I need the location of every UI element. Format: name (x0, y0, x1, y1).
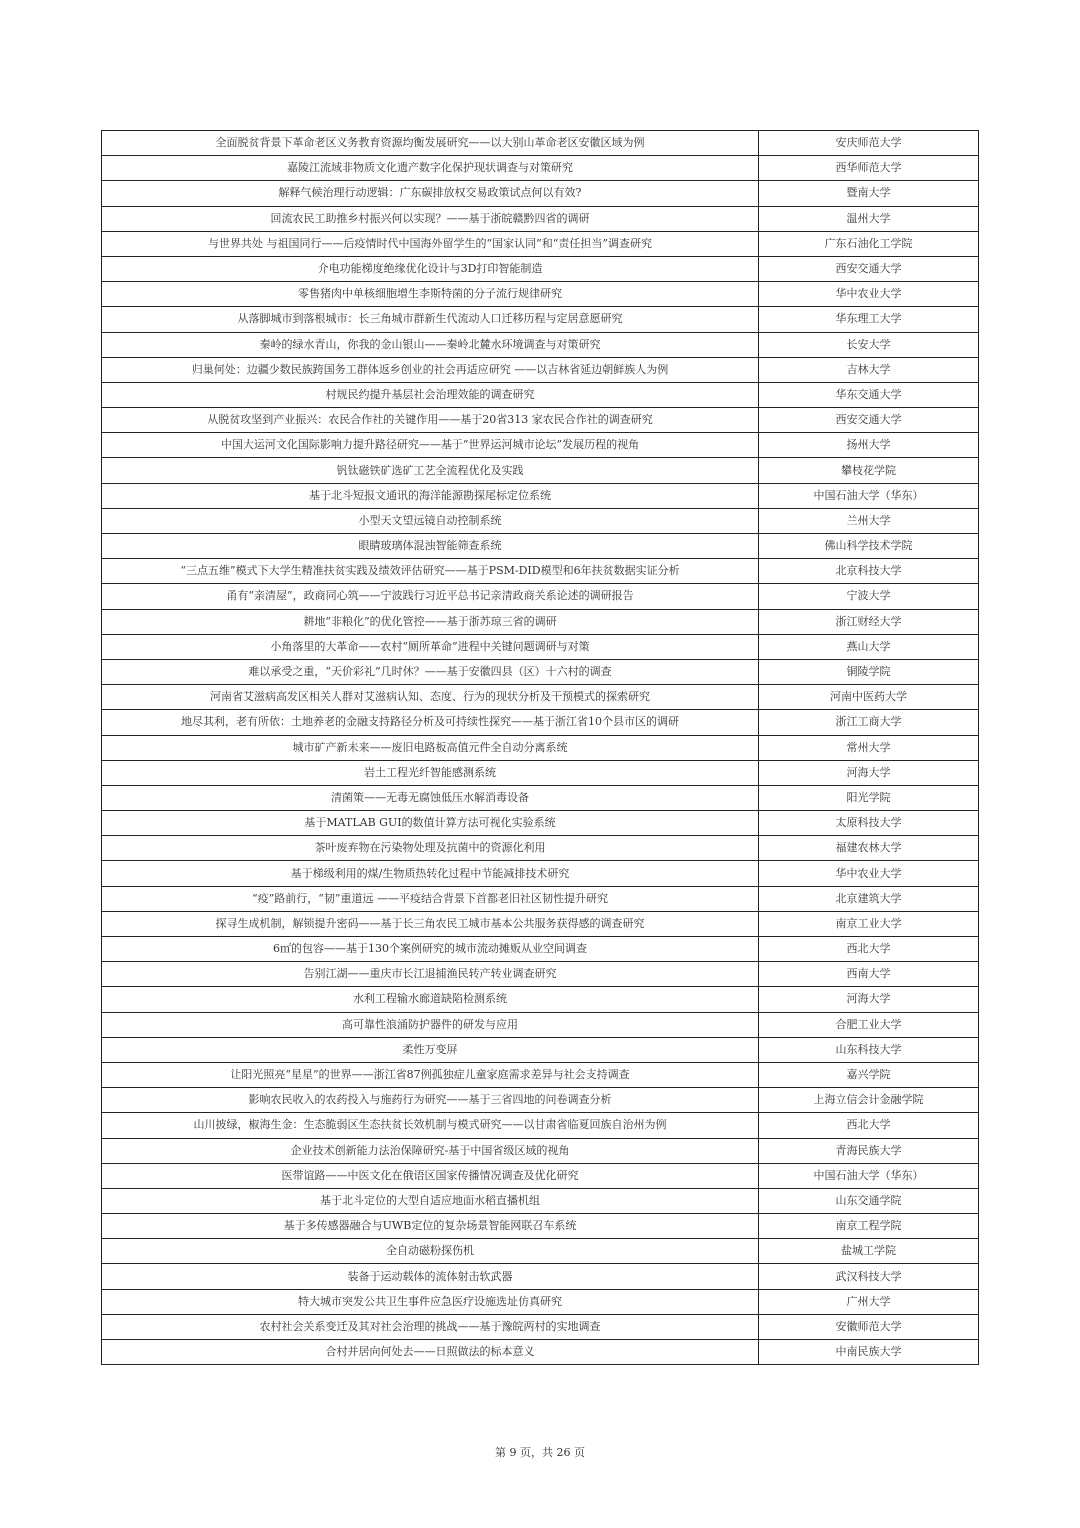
table-row (102, 1088, 979, 1113)
table-row (102, 282, 979, 307)
project-title-cell: 小型天文望远镜自动控制系统 (102, 508, 759, 533)
project-title-cell: 嘉陵江流域非物质文化遗产数字化保护现状调查与对策研究 (102, 156, 759, 181)
table-row (102, 483, 979, 508)
project-title-cell: 与世界共处 与祖国同行——后疫情时代中国海外留学生的“国家认同”和“责任担当”调查研究 (102, 231, 759, 256)
project-title-cell: 山川披绿，椒海生金：生态脆弱区生态扶贫长效机制与模式研究——以甘肃省临夏回族自治州为例 (102, 1113, 759, 1138)
university-cell: 燕山大学 (759, 634, 979, 659)
project-title-cell: 城市矿产新未来——废旧电路板高值元件全自动分离系统 (102, 735, 759, 760)
university-cell: 华中农业大学 (759, 861, 979, 886)
project-title-cell: 难以承受之重，“天价彩礼”几时休？——基于安徽四县（区）十六村的调查 (102, 659, 759, 684)
university-cell: 西北大学 (759, 1113, 979, 1138)
table-row (102, 458, 979, 483)
table-row (102, 131, 979, 156)
university-cell: 北京建筑大学 (759, 886, 979, 911)
university-cell: 中南民族大学 (759, 1340, 979, 1365)
table-row (102, 609, 979, 634)
table-row (102, 1264, 979, 1289)
project-title-cell: 特大城市突发公共卫生事件应急医疗设施选址仿真研究 (102, 1289, 759, 1314)
table-row (102, 1289, 979, 1314)
project-title-cell: 影响农民收入的农药投入与施药行为研究——基于三省四地的问卷调查分析 (102, 1088, 759, 1113)
university-cell: 西华师范大学 (759, 156, 979, 181)
project-title-cell: 零售猪肉中单核细胞增生李斯特菌的分子流行规律研究 (102, 282, 759, 307)
table-row (102, 382, 979, 407)
project-title-cell: 岩土工程光纤智能感测系统 (102, 760, 759, 785)
project-title-cell: 装备于运动载体的流体射击软武器 (102, 1264, 759, 1289)
project-title-cell: 回流农民工助推乡村振兴何以实现？——基于浙皖赣黔四省的调研 (102, 206, 759, 231)
table-row (102, 1188, 979, 1213)
project-title-cell: 归巢何处：边疆少数民族跨国务工群体返乡创业的社会再适应研究 ——以吉林省延边朝鲜族人为例 (102, 357, 759, 382)
table-row (102, 1062, 979, 1087)
university-cell: 长安大学 (759, 332, 979, 357)
project-title-cell: 柔性万变屏 (102, 1037, 759, 1062)
university-cell: 吉林大学 (759, 357, 979, 382)
table-row (102, 937, 979, 962)
university-cell: 河海大学 (759, 760, 979, 785)
university-cell: 铜陵学院 (759, 659, 979, 684)
table-row (102, 659, 979, 684)
project-title-cell: 村规民约提升基层社会治理效能的调查研究 (102, 382, 759, 407)
project-title-cell: 全面脱贫背景下革命老区义务教育资源均衡发展研究——以大别山革命老区安徽区域为例 (102, 131, 759, 156)
project-title-cell: “三点五维”模式下大学生精准扶贫实践及绩效评估研究——基于PSM-DID模型和6年扶贫数据实证分析 (102, 559, 759, 584)
university-cell: 青海民族大学 (759, 1138, 979, 1163)
table-row (102, 1163, 979, 1188)
university-cell: 浙江工商大学 (759, 710, 979, 735)
project-title-cell: 基于梯级利用的煤/生物质热转化过程中节能减排技术研究 (102, 861, 759, 886)
university-cell: 福建农林大学 (759, 836, 979, 861)
university-cell: 太原科技大学 (759, 811, 979, 836)
project-title-cell: 基于北斗定位的大型自适应地面水稻直播机组 (102, 1188, 759, 1213)
university-cell: 山东科技大学 (759, 1037, 979, 1062)
university-cell: 广州大学 (759, 1289, 979, 1314)
table-row (102, 231, 979, 256)
project-title-cell: 清菌策——无毒无腐蚀低压水解消毒设备 (102, 785, 759, 810)
table-row (102, 735, 979, 760)
table-row (102, 508, 979, 533)
project-title-cell: 解释气候治理行动逻辑：广东碳排放权交易政策试点何以有效? (102, 181, 759, 206)
university-cell: 西北大学 (759, 937, 979, 962)
project-title-cell: 企业技术创新能力法治保障研究-基于中国省级区域的视角 (102, 1138, 759, 1163)
university-cell: 暨南大学 (759, 181, 979, 206)
university-cell: 合肥工业大学 (759, 1012, 979, 1037)
table-row (102, 1113, 979, 1138)
table-row (102, 760, 979, 785)
table-row (102, 685, 979, 710)
university-cell: 河海大学 (759, 987, 979, 1012)
table-row (102, 1012, 979, 1037)
table-row (102, 181, 979, 206)
table-row (102, 911, 979, 936)
project-title-cell: 河南省艾滋病高发区相关人群对艾滋病认知、态度、行为的现状分析及干预模式的探索研究 (102, 685, 759, 710)
table-row (102, 1037, 979, 1062)
table-row (102, 534, 979, 559)
table-row (102, 559, 979, 584)
project-title-cell: 甬有“亲清屋”，政商同心筑——宁波践行习近平总书记亲清政商关系论述的调研报告 (102, 584, 759, 609)
table-row (102, 710, 979, 735)
university-cell: 南京工业大学 (759, 911, 979, 936)
university-cell: 扬州大学 (759, 433, 979, 458)
project-table (101, 130, 979, 1365)
university-cell: 盐城工学院 (759, 1239, 979, 1264)
table-row (102, 206, 979, 231)
table-row (102, 433, 979, 458)
table-row (102, 811, 979, 836)
table-row (102, 785, 979, 810)
project-title-cell: 中国大运河文化国际影响力提升路径研究——基于“世界运河城市论坛”发展历程的视角 (102, 433, 759, 458)
university-cell: 北京科技大学 (759, 559, 979, 584)
table-row (102, 836, 979, 861)
university-cell: 常州大学 (759, 735, 979, 760)
university-cell: 上海立信会计金融学院 (759, 1088, 979, 1113)
university-cell: 佛山科学技术学院 (759, 534, 979, 559)
university-cell: 华中农业大学 (759, 282, 979, 307)
project-title-cell: 钒钛磁铁矿选矿工艺全流程优化及实践 (102, 458, 759, 483)
university-cell: 西南大学 (759, 962, 979, 987)
university-cell: 浙江财经大学 (759, 609, 979, 634)
project-title-cell: 介电功能梯度绝缘优化设计与3D打印智能制造 (102, 256, 759, 281)
project-title-cell: 让阳光照亮“星星”的世界——浙江省87例孤独症儿童家庭需求差异与社会支持调查 (102, 1062, 759, 1087)
project-title-cell: 告别江湖——重庆市长江退捕渔民转产转业调查研究 (102, 962, 759, 987)
table-row (102, 962, 979, 987)
table-row (102, 886, 979, 911)
university-cell: 安庆师范大学 (759, 131, 979, 156)
table-row (102, 307, 979, 332)
table-row (102, 987, 979, 1012)
table-row (102, 332, 979, 357)
project-title-cell: 茶叶废弃物在污染物处理及抗菌中的资源化利用 (102, 836, 759, 861)
university-cell: 西安交通大学 (759, 408, 979, 433)
project-title-cell: “疫”路前行，“韧”重道远 ——平疫结合背景下首都老旧社区韧性提升研究 (102, 886, 759, 911)
university-cell: 华东交通大学 (759, 382, 979, 407)
university-cell: 中国石油大学（华东） (759, 483, 979, 508)
table-row (102, 1239, 979, 1264)
university-cell: 中国石油大学（华东） (759, 1163, 979, 1188)
table-row (102, 357, 979, 382)
university-cell: 山东交通学院 (759, 1188, 979, 1213)
university-cell: 宁波大学 (759, 584, 979, 609)
project-title-cell: 基于多传感器融合与UWB定位的复杂场景智能网联召车系统 (102, 1214, 759, 1239)
table-row (102, 256, 979, 281)
project-title-cell: 基于北斗短报文通讯的海洋能源勘探尾标定位系统 (102, 483, 759, 508)
table-row (102, 861, 979, 886)
project-title-cell: 耕地“非粮化”的优化管控——基于浙苏琼三省的调研 (102, 609, 759, 634)
project-title-cell: 基于MATLAB GUI的数值计算方法可视化实验系统 (102, 811, 759, 836)
university-cell: 南京工程学院 (759, 1214, 979, 1239)
project-title-cell: 高可靠性浪涌防护器件的研发与应用 (102, 1012, 759, 1037)
university-cell: 河南中医药大学 (759, 685, 979, 710)
university-cell: 温州大学 (759, 206, 979, 231)
table-row (102, 1314, 979, 1339)
university-cell: 攀枝花学院 (759, 458, 979, 483)
university-cell: 嘉兴学院 (759, 1062, 979, 1087)
project-title-cell: 合村并居向何处去——日照做法的标本意义 (102, 1340, 759, 1365)
table-row (102, 1138, 979, 1163)
table-row (102, 408, 979, 433)
table-row (102, 1340, 979, 1365)
university-cell: 华东理工大学 (759, 307, 979, 332)
university-cell: 安徽师范大学 (759, 1314, 979, 1339)
project-title-cell: 小角落里的大革命——农村“厕所革命”进程中关键问题调研与对策 (102, 634, 759, 659)
project-title-cell: 探寻生成机制，解锁提升密码——基于长三角农民工城市基本公共服务获得感的调查研究 (102, 911, 759, 936)
table-row (102, 634, 979, 659)
project-title-cell: 从脱贫攻坚到产业振兴：农民合作社的关键作用——基于20省313 家农民合作社的调查研究 (102, 408, 759, 433)
university-cell: 广东石油化工学院 (759, 231, 979, 256)
project-title-cell: 从落脚城市到落根城市：长三角城市群新生代流动人口迁移历程与定居意愿研究 (102, 307, 759, 332)
project-title-cell: 农村社会关系变迁及其对社会治理的挑战——基于豫皖两村的实地调查 (102, 1314, 759, 1339)
university-cell: 阳光学院 (759, 785, 979, 810)
university-cell: 兰州大学 (759, 508, 979, 533)
table-row (102, 584, 979, 609)
university-cell: 西安交通大学 (759, 256, 979, 281)
project-title-cell: 6㎡的包容——基于130个案例研究的城市流动摊贩从业空间调查 (102, 937, 759, 962)
project-title-cell: 地尽其利，老有所依：土地养老的金融支持路径分析及可持续性探究——基于浙江省10个县市区的调研 (102, 710, 759, 735)
project-title-cell: 水利工程输水廊道缺陷检测系统 (102, 987, 759, 1012)
university-cell: 武汉科技大学 (759, 1264, 979, 1289)
project-title-cell: 全自动磁粉探伤机 (102, 1239, 759, 1264)
project-title-cell: 眼睛玻璃体混浊智能筛查系统 (102, 534, 759, 559)
page-number: 第 9 页，共 26 页 (495, 1446, 585, 1459)
table-row (102, 1214, 979, 1239)
table-row (102, 156, 979, 181)
project-title-cell: 医带谊路——中医文化在俄语区国家传播情况调查及优化研究 (102, 1163, 759, 1188)
project-title-cell: 秦岭的绿水青山，你我的金山银山——秦岭北麓水环境调查与对策研究 (102, 332, 759, 357)
